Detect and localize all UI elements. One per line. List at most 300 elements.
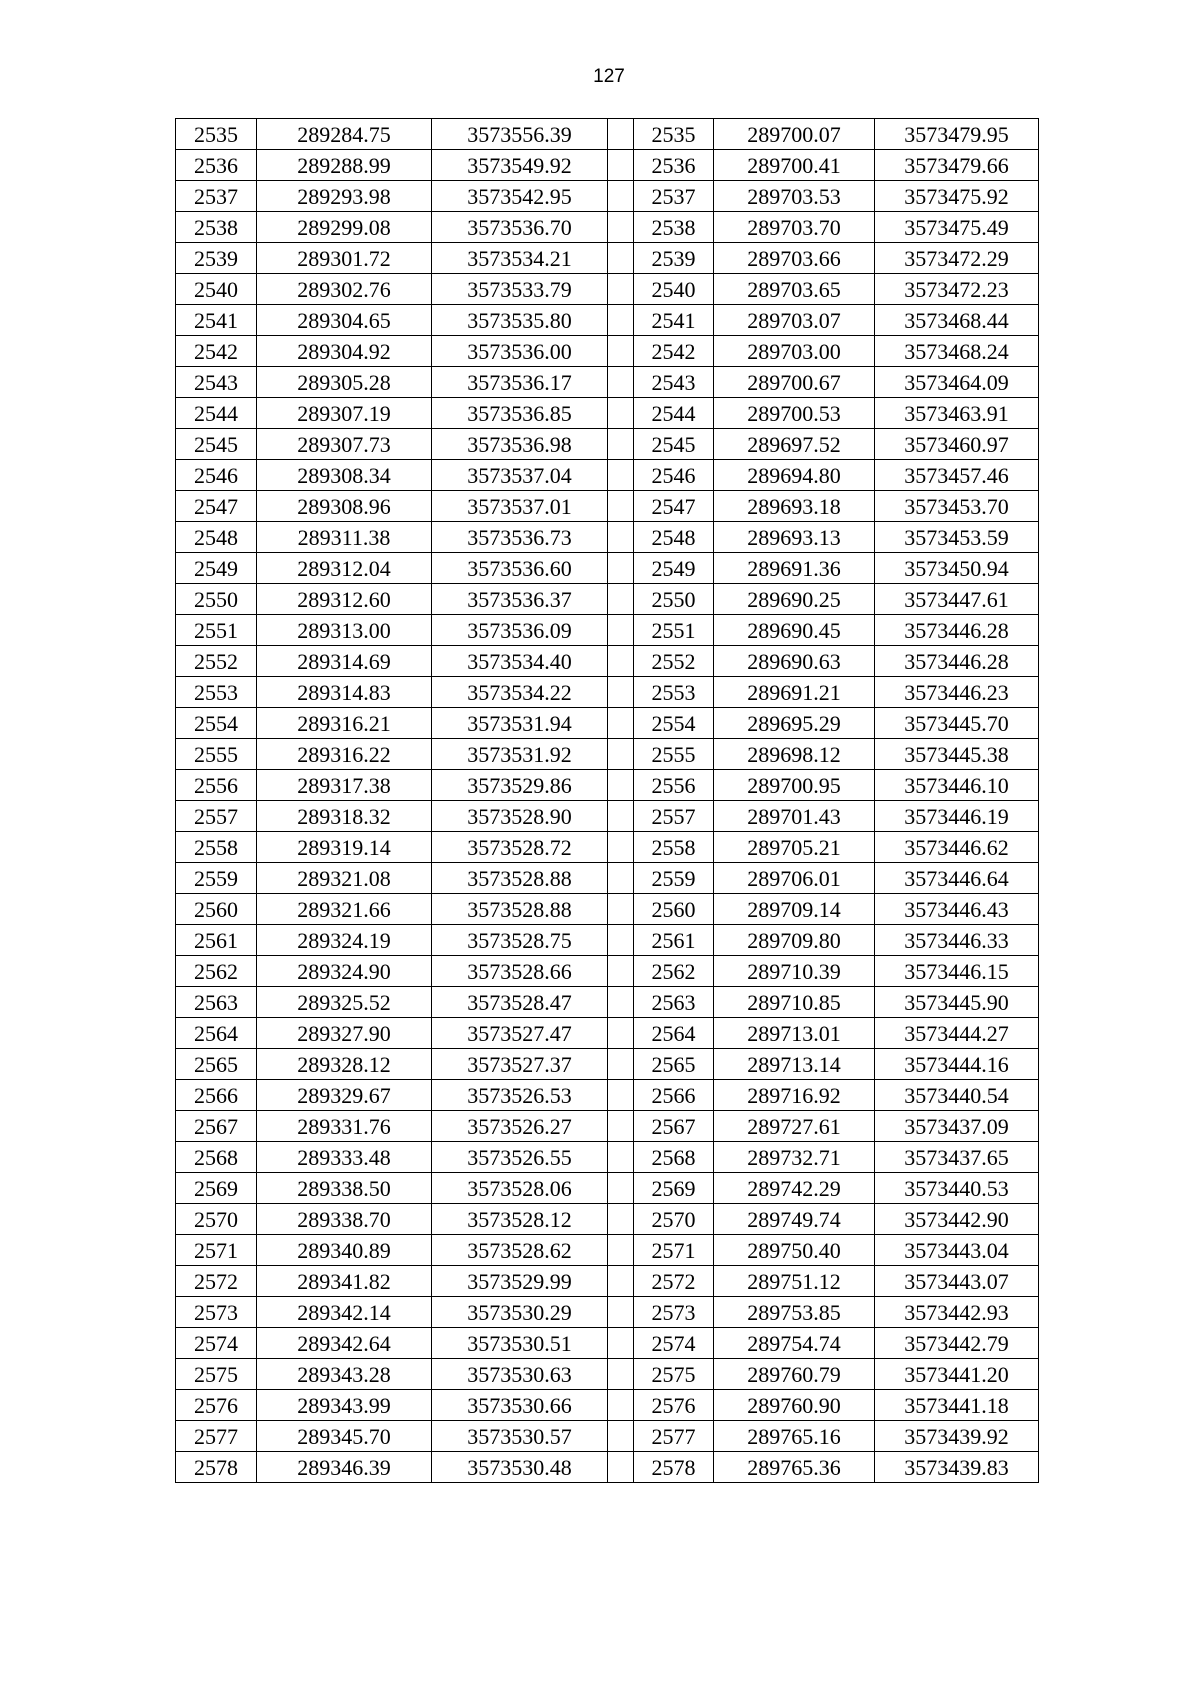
left-point-id-cell: 2553 — [176, 677, 257, 708]
table-row — [176, 460, 1039, 491]
right-x-coordinate-cell: 289753.85 — [714, 1297, 875, 1328]
right-y-coordinate-cell: 3573479.66 — [875, 150, 1039, 181]
table-row — [176, 274, 1039, 305]
left-y-coordinate-cell: 3573531.94 — [432, 708, 608, 739]
right-point-id-cell: 2578 — [634, 1452, 714, 1483]
left-y-coordinate-cell: 3573535.80 — [432, 305, 608, 336]
right-y-coordinate-cell: 3573463.91 — [875, 398, 1039, 429]
right-point-id-cell: 2567 — [634, 1111, 714, 1142]
right-y-coordinate-cell: 3573446.23 — [875, 677, 1039, 708]
spacer-cell — [608, 801, 634, 832]
table-row — [176, 243, 1039, 274]
left-point-id-cell: 2546 — [176, 460, 257, 491]
right-y-coordinate-cell: 3573446.19 — [875, 801, 1039, 832]
right-y-coordinate-cell: 3573460.97 — [875, 429, 1039, 460]
left-point-id-cell: 2564 — [176, 1018, 257, 1049]
left-x-coordinate-cell: 289321.66 — [257, 894, 432, 925]
right-x-coordinate-cell: 289732.71 — [714, 1142, 875, 1173]
spacer-cell — [608, 1173, 634, 1204]
table-row — [176, 1111, 1039, 1142]
right-y-coordinate-cell: 3573446.62 — [875, 832, 1039, 863]
left-point-id-cell: 2549 — [176, 553, 257, 584]
table-row — [176, 770, 1039, 801]
left-y-coordinate-cell: 3573556.39 — [432, 119, 608, 150]
table-row — [176, 367, 1039, 398]
spacer-cell — [608, 1111, 634, 1142]
left-x-coordinate-cell: 289333.48 — [257, 1142, 432, 1173]
table-row — [176, 708, 1039, 739]
right-y-coordinate-cell: 3573446.43 — [875, 894, 1039, 925]
spacer-cell — [608, 398, 634, 429]
left-point-id-cell: 2547 — [176, 491, 257, 522]
left-point-id-cell: 2535 — [176, 119, 257, 150]
right-x-coordinate-cell: 289700.53 — [714, 398, 875, 429]
left-y-coordinate-cell: 3573530.66 — [432, 1390, 608, 1421]
right-point-id-cell: 2573 — [634, 1297, 714, 1328]
left-x-coordinate-cell: 289328.12 — [257, 1049, 432, 1080]
table-row — [176, 894, 1039, 925]
right-point-id-cell: 2537 — [634, 181, 714, 212]
spacer-cell — [608, 646, 634, 677]
right-point-id-cell: 2574 — [634, 1328, 714, 1359]
spacer-cell — [608, 1297, 634, 1328]
left-x-coordinate-cell: 289314.69 — [257, 646, 432, 677]
left-point-id-cell: 2538 — [176, 212, 257, 243]
left-y-coordinate-cell: 3573549.92 — [432, 150, 608, 181]
left-x-coordinate-cell: 289341.82 — [257, 1266, 432, 1297]
left-x-coordinate-cell: 289346.39 — [257, 1452, 432, 1483]
left-y-coordinate-cell: 3573528.06 — [432, 1173, 608, 1204]
left-x-coordinate-cell: 289327.90 — [257, 1018, 432, 1049]
right-x-coordinate-cell: 289710.39 — [714, 956, 875, 987]
spacer-cell — [608, 1204, 634, 1235]
table-row — [176, 956, 1039, 987]
left-y-coordinate-cell: 3573533.79 — [432, 274, 608, 305]
right-y-coordinate-cell: 3573475.92 — [875, 181, 1039, 212]
right-x-coordinate-cell: 289742.29 — [714, 1173, 875, 1204]
right-x-coordinate-cell: 289695.29 — [714, 708, 875, 739]
table-row — [176, 119, 1039, 150]
right-x-coordinate-cell: 289690.63 — [714, 646, 875, 677]
table-row — [176, 305, 1039, 336]
left-y-coordinate-cell: 3573534.21 — [432, 243, 608, 274]
left-x-coordinate-cell: 289317.38 — [257, 770, 432, 801]
right-point-id-cell: 2545 — [634, 429, 714, 460]
right-point-id-cell: 2548 — [634, 522, 714, 553]
left-point-id-cell: 2540 — [176, 274, 257, 305]
left-point-id-cell: 2555 — [176, 739, 257, 770]
right-x-coordinate-cell: 289716.92 — [714, 1080, 875, 1111]
spacer-cell — [608, 491, 634, 522]
spacer-cell — [608, 987, 634, 1018]
right-y-coordinate-cell: 3573457.46 — [875, 460, 1039, 491]
left-x-coordinate-cell: 289288.99 — [257, 150, 432, 181]
left-x-coordinate-cell: 289343.28 — [257, 1359, 432, 1390]
left-y-coordinate-cell: 3573526.27 — [432, 1111, 608, 1142]
right-x-coordinate-cell: 289703.53 — [714, 181, 875, 212]
left-point-id-cell: 2537 — [176, 181, 257, 212]
left-x-coordinate-cell: 289305.28 — [257, 367, 432, 398]
right-y-coordinate-cell: 3573439.83 — [875, 1452, 1039, 1483]
right-y-coordinate-cell: 3573479.95 — [875, 119, 1039, 150]
right-x-coordinate-cell: 289710.85 — [714, 987, 875, 1018]
left-x-coordinate-cell: 289313.00 — [257, 615, 432, 646]
left-x-coordinate-cell: 289329.67 — [257, 1080, 432, 1111]
right-point-id-cell: 2566 — [634, 1080, 714, 1111]
spacer-cell — [608, 894, 634, 925]
spacer-cell — [608, 1421, 634, 1452]
left-x-coordinate-cell: 289284.75 — [257, 119, 432, 150]
left-y-coordinate-cell: 3573528.62 — [432, 1235, 608, 1266]
right-point-id-cell: 2538 — [634, 212, 714, 243]
table-row — [176, 646, 1039, 677]
left-y-coordinate-cell: 3573528.75 — [432, 925, 608, 956]
right-point-id-cell: 2560 — [634, 894, 714, 925]
right-point-id-cell: 2575 — [634, 1359, 714, 1390]
right-point-id-cell: 2565 — [634, 1049, 714, 1080]
left-point-id-cell: 2573 — [176, 1297, 257, 1328]
left-x-coordinate-cell: 289314.83 — [257, 677, 432, 708]
right-x-coordinate-cell: 289691.36 — [714, 553, 875, 584]
spacer-cell — [608, 739, 634, 770]
left-point-id-cell: 2576 — [176, 1390, 257, 1421]
left-y-coordinate-cell: 3573536.37 — [432, 584, 608, 615]
left-y-coordinate-cell: 3573536.85 — [432, 398, 608, 429]
left-point-id-cell: 2556 — [176, 770, 257, 801]
right-x-coordinate-cell: 289700.07 — [714, 119, 875, 150]
right-point-id-cell: 2544 — [634, 398, 714, 429]
left-y-coordinate-cell: 3573528.12 — [432, 1204, 608, 1235]
right-point-id-cell: 2562 — [634, 956, 714, 987]
right-y-coordinate-cell: 3573446.15 — [875, 956, 1039, 987]
left-y-coordinate-cell: 3573536.73 — [432, 522, 608, 553]
spacer-cell — [608, 336, 634, 367]
spacer-cell — [608, 553, 634, 584]
right-point-id-cell: 2563 — [634, 987, 714, 1018]
right-point-id-cell: 2549 — [634, 553, 714, 584]
right-x-coordinate-cell: 289751.12 — [714, 1266, 875, 1297]
table-row — [176, 1049, 1039, 1080]
left-x-coordinate-cell: 289312.04 — [257, 553, 432, 584]
table-row — [176, 1235, 1039, 1266]
left-x-coordinate-cell: 289312.60 — [257, 584, 432, 615]
left-point-id-cell: 2557 — [176, 801, 257, 832]
left-x-coordinate-cell: 289342.14 — [257, 1297, 432, 1328]
left-y-coordinate-cell: 3573530.51 — [432, 1328, 608, 1359]
right-y-coordinate-cell: 3573437.65 — [875, 1142, 1039, 1173]
right-y-coordinate-cell: 3573475.49 — [875, 212, 1039, 243]
table-row — [176, 1204, 1039, 1235]
right-point-id-cell: 2536 — [634, 150, 714, 181]
right-y-coordinate-cell: 3573437.09 — [875, 1111, 1039, 1142]
left-y-coordinate-cell: 3573534.22 — [432, 677, 608, 708]
right-y-coordinate-cell: 3573446.28 — [875, 615, 1039, 646]
right-x-coordinate-cell: 289703.66 — [714, 243, 875, 274]
left-y-coordinate-cell: 3573536.00 — [432, 336, 608, 367]
right-x-coordinate-cell: 289697.52 — [714, 429, 875, 460]
right-y-coordinate-cell: 3573446.33 — [875, 925, 1039, 956]
right-x-coordinate-cell: 289691.21 — [714, 677, 875, 708]
spacer-cell — [608, 119, 634, 150]
left-point-id-cell: 2572 — [176, 1266, 257, 1297]
left-x-coordinate-cell: 289316.21 — [257, 708, 432, 739]
right-x-coordinate-cell: 289709.80 — [714, 925, 875, 956]
right-x-coordinate-cell: 289703.70 — [714, 212, 875, 243]
left-y-coordinate-cell: 3573530.29 — [432, 1297, 608, 1328]
left-point-id-cell: 2570 — [176, 1204, 257, 1235]
left-point-id-cell: 2550 — [176, 584, 257, 615]
spacer-cell — [608, 1049, 634, 1080]
right-y-coordinate-cell: 3573464.09 — [875, 367, 1039, 398]
left-x-coordinate-cell: 289299.08 — [257, 212, 432, 243]
right-x-coordinate-cell: 289705.21 — [714, 832, 875, 863]
left-x-coordinate-cell: 289321.08 — [257, 863, 432, 894]
right-y-coordinate-cell: 3573468.24 — [875, 336, 1039, 367]
table-row — [176, 553, 1039, 584]
left-x-coordinate-cell: 289331.76 — [257, 1111, 432, 1142]
left-point-id-cell: 2571 — [176, 1235, 257, 1266]
left-point-id-cell: 2548 — [176, 522, 257, 553]
spacer-cell — [608, 1452, 634, 1483]
page-number: 127 — [593, 66, 625, 87]
right-y-coordinate-cell: 3573443.07 — [875, 1266, 1039, 1297]
left-point-id-cell: 2545 — [176, 429, 257, 460]
spacer-cell — [608, 863, 634, 894]
left-point-id-cell: 2561 — [176, 925, 257, 956]
right-x-coordinate-cell: 289713.14 — [714, 1049, 875, 1080]
left-x-coordinate-cell: 289293.98 — [257, 181, 432, 212]
right-y-coordinate-cell: 3573440.53 — [875, 1173, 1039, 1204]
left-x-coordinate-cell: 289345.70 — [257, 1421, 432, 1452]
left-point-id-cell: 2575 — [176, 1359, 257, 1390]
right-y-coordinate-cell: 3573468.44 — [875, 305, 1039, 336]
left-point-id-cell: 2542 — [176, 336, 257, 367]
right-x-coordinate-cell: 289700.95 — [714, 770, 875, 801]
left-point-id-cell: 2536 — [176, 150, 257, 181]
left-y-coordinate-cell: 3573526.55 — [432, 1142, 608, 1173]
right-x-coordinate-cell: 289760.79 — [714, 1359, 875, 1390]
left-x-coordinate-cell: 289338.70 — [257, 1204, 432, 1235]
left-point-id-cell: 2559 — [176, 863, 257, 894]
spacer-cell — [608, 1266, 634, 1297]
table-row — [176, 212, 1039, 243]
table-row — [176, 1266, 1039, 1297]
left-y-coordinate-cell: 3573542.95 — [432, 181, 608, 212]
right-point-id-cell: 2543 — [634, 367, 714, 398]
table-row — [176, 584, 1039, 615]
spacer-cell — [608, 460, 634, 491]
left-point-id-cell: 2567 — [176, 1111, 257, 1142]
table-row — [176, 1080, 1039, 1111]
right-point-id-cell: 2550 — [634, 584, 714, 615]
table-row — [176, 925, 1039, 956]
left-x-coordinate-cell: 289301.72 — [257, 243, 432, 274]
left-y-coordinate-cell: 3573528.90 — [432, 801, 608, 832]
table-row — [176, 429, 1039, 460]
left-point-id-cell: 2541 — [176, 305, 257, 336]
table-row — [176, 150, 1039, 181]
table-row — [176, 615, 1039, 646]
table-row — [176, 1359, 1039, 1390]
right-point-id-cell: 2555 — [634, 739, 714, 770]
spacer-cell — [608, 150, 634, 181]
table-row — [176, 1421, 1039, 1452]
left-y-coordinate-cell: 3573527.47 — [432, 1018, 608, 1049]
left-y-coordinate-cell: 3573529.99 — [432, 1266, 608, 1297]
left-y-coordinate-cell: 3573536.98 — [432, 429, 608, 460]
right-point-id-cell: 2572 — [634, 1266, 714, 1297]
right-y-coordinate-cell: 3573442.93 — [875, 1297, 1039, 1328]
right-point-id-cell: 2558 — [634, 832, 714, 863]
left-y-coordinate-cell: 3573536.09 — [432, 615, 608, 646]
right-x-coordinate-cell: 289693.13 — [714, 522, 875, 553]
spacer-cell — [608, 181, 634, 212]
right-x-coordinate-cell: 289706.01 — [714, 863, 875, 894]
right-point-id-cell: 2542 — [634, 336, 714, 367]
spacer-cell — [608, 1359, 634, 1390]
right-x-coordinate-cell: 289703.07 — [714, 305, 875, 336]
left-point-id-cell: 2551 — [176, 615, 257, 646]
table-row — [176, 739, 1039, 770]
right-point-id-cell: 2547 — [634, 491, 714, 522]
left-point-id-cell: 2558 — [176, 832, 257, 863]
right-y-coordinate-cell: 3573443.04 — [875, 1235, 1039, 1266]
left-x-coordinate-cell: 289304.65 — [257, 305, 432, 336]
left-y-coordinate-cell: 3573530.63 — [432, 1359, 608, 1390]
table-row — [176, 1328, 1039, 1359]
right-y-coordinate-cell: 3573439.92 — [875, 1421, 1039, 1452]
left-point-id-cell: 2560 — [176, 894, 257, 925]
right-x-coordinate-cell: 289694.80 — [714, 460, 875, 491]
table-row — [176, 832, 1039, 863]
left-point-id-cell: 2563 — [176, 987, 257, 1018]
left-point-id-cell: 2543 — [176, 367, 257, 398]
left-y-coordinate-cell: 3573527.37 — [432, 1049, 608, 1080]
left-point-id-cell: 2539 — [176, 243, 257, 274]
right-y-coordinate-cell: 3573441.18 — [875, 1390, 1039, 1421]
left-y-coordinate-cell: 3573526.53 — [432, 1080, 608, 1111]
table-row — [176, 1452, 1039, 1483]
spacer-cell — [608, 305, 634, 336]
right-point-id-cell: 2561 — [634, 925, 714, 956]
table-row — [176, 1173, 1039, 1204]
right-y-coordinate-cell: 3573445.70 — [875, 708, 1039, 739]
left-x-coordinate-cell: 289324.19 — [257, 925, 432, 956]
right-y-coordinate-cell: 3573450.94 — [875, 553, 1039, 584]
left-y-coordinate-cell: 3573528.88 — [432, 863, 608, 894]
left-point-id-cell: 2562 — [176, 956, 257, 987]
left-x-coordinate-cell: 289338.50 — [257, 1173, 432, 1204]
left-x-coordinate-cell: 289307.19 — [257, 398, 432, 429]
right-y-coordinate-cell: 3573444.27 — [875, 1018, 1039, 1049]
right-x-coordinate-cell: 289750.40 — [714, 1235, 875, 1266]
right-y-coordinate-cell: 3573445.90 — [875, 987, 1039, 1018]
left-x-coordinate-cell: 289316.22 — [257, 739, 432, 770]
right-x-coordinate-cell: 289765.16 — [714, 1421, 875, 1452]
left-y-coordinate-cell: 3573529.86 — [432, 770, 608, 801]
left-x-coordinate-cell: 289318.32 — [257, 801, 432, 832]
right-point-id-cell: 2557 — [634, 801, 714, 832]
right-x-coordinate-cell: 289701.43 — [714, 801, 875, 832]
right-point-id-cell: 2571 — [634, 1235, 714, 1266]
left-point-id-cell: 2577 — [176, 1421, 257, 1452]
coordinates-table-body — [176, 119, 1039, 1483]
left-y-coordinate-cell: 3573534.40 — [432, 646, 608, 677]
table-row — [176, 1142, 1039, 1173]
left-point-id-cell: 2552 — [176, 646, 257, 677]
left-y-coordinate-cell: 3573536.17 — [432, 367, 608, 398]
table-row — [176, 677, 1039, 708]
right-x-coordinate-cell: 289760.90 — [714, 1390, 875, 1421]
right-point-id-cell: 2540 — [634, 274, 714, 305]
right-point-id-cell: 2577 — [634, 1421, 714, 1452]
table-row — [176, 491, 1039, 522]
table-row — [176, 987, 1039, 1018]
spacer-cell — [608, 1018, 634, 1049]
spacer-cell — [608, 522, 634, 553]
right-x-coordinate-cell: 289698.12 — [714, 739, 875, 770]
table-row — [176, 181, 1039, 212]
right-point-id-cell: 2552 — [634, 646, 714, 677]
right-point-id-cell: 2535 — [634, 119, 714, 150]
table-row — [176, 1297, 1039, 1328]
spacer-cell — [608, 1390, 634, 1421]
right-x-coordinate-cell: 289703.00 — [714, 336, 875, 367]
right-point-id-cell: 2556 — [634, 770, 714, 801]
right-x-coordinate-cell: 289709.14 — [714, 894, 875, 925]
right-y-coordinate-cell: 3573447.61 — [875, 584, 1039, 615]
left-point-id-cell: 2565 — [176, 1049, 257, 1080]
right-y-coordinate-cell: 3573440.54 — [875, 1080, 1039, 1111]
spacer-cell — [608, 770, 634, 801]
left-y-coordinate-cell: 3573528.66 — [432, 956, 608, 987]
right-y-coordinate-cell: 3573442.90 — [875, 1204, 1039, 1235]
left-point-id-cell: 2578 — [176, 1452, 257, 1483]
spacer-cell — [608, 1080, 634, 1111]
table-row — [176, 863, 1039, 894]
right-x-coordinate-cell: 289754.74 — [714, 1328, 875, 1359]
right-point-id-cell: 2569 — [634, 1173, 714, 1204]
left-point-id-cell: 2569 — [176, 1173, 257, 1204]
right-y-coordinate-cell: 3573446.10 — [875, 770, 1039, 801]
left-x-coordinate-cell: 289343.99 — [257, 1390, 432, 1421]
right-x-coordinate-cell: 289690.25 — [714, 584, 875, 615]
right-y-coordinate-cell: 3573446.28 — [875, 646, 1039, 677]
left-x-coordinate-cell: 289319.14 — [257, 832, 432, 863]
spacer-cell — [608, 212, 634, 243]
right-x-coordinate-cell: 289690.45 — [714, 615, 875, 646]
left-y-coordinate-cell: 3573537.04 — [432, 460, 608, 491]
right-x-coordinate-cell: 289700.41 — [714, 150, 875, 181]
left-y-coordinate-cell: 3573530.57 — [432, 1421, 608, 1452]
right-y-coordinate-cell: 3573442.79 — [875, 1328, 1039, 1359]
right-point-id-cell: 2541 — [634, 305, 714, 336]
left-y-coordinate-cell: 3573530.48 — [432, 1452, 608, 1483]
spacer-cell — [608, 584, 634, 615]
left-point-id-cell: 2554 — [176, 708, 257, 739]
right-x-coordinate-cell: 289727.61 — [714, 1111, 875, 1142]
right-x-coordinate-cell: 289713.01 — [714, 1018, 875, 1049]
spacer-cell — [608, 925, 634, 956]
table-row — [176, 336, 1039, 367]
left-x-coordinate-cell: 289304.92 — [257, 336, 432, 367]
left-point-id-cell: 2544 — [176, 398, 257, 429]
left-point-id-cell: 2566 — [176, 1080, 257, 1111]
right-x-coordinate-cell: 289700.67 — [714, 367, 875, 398]
left-point-id-cell: 2568 — [176, 1142, 257, 1173]
coordinates-table — [175, 118, 1039, 1483]
right-point-id-cell: 2568 — [634, 1142, 714, 1173]
